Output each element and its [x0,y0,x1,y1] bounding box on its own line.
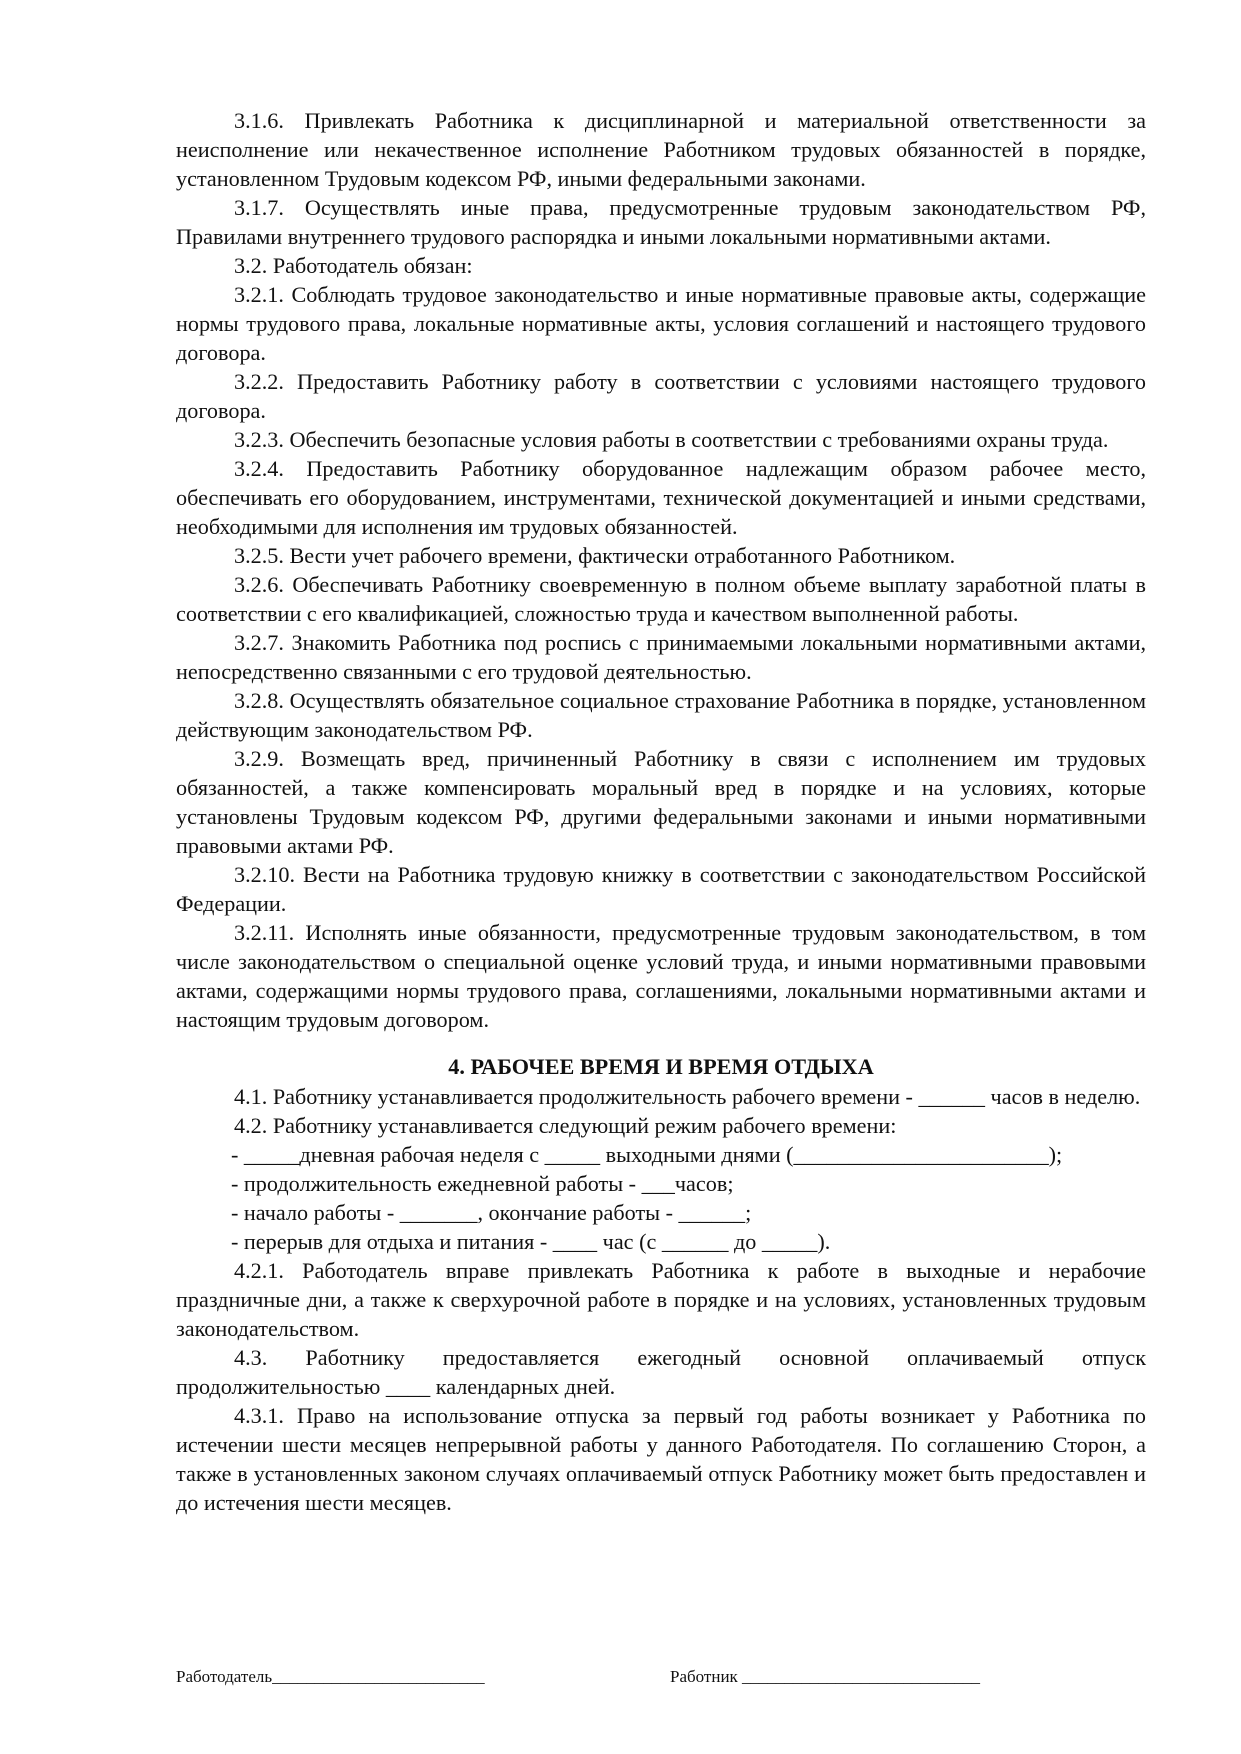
daily-duration-line: - продолжительность ежедневной работы - ___часов; [231,1171,734,1196]
work-week-line: - _____дневная рабочая неделя с _____ выходными днями (_______________________); [231,1142,1063,1167]
employer-signature-line: Работодатель_________________________ [176,1667,485,1686]
document-body [176,106,1146,1517]
clause-3-2-7: 3.2.7. Знакомить Работника под роспись с принимаемыми локальными нормативными актами, непосредственно связанными с его трудовой деятельностью. [176,630,1146,684]
clause-3-2-6: 3.2.6. Обеспечивать Работнику своевременную в полном объеме выплату заработной платы в соответствии с его квалификацией, сложностью труда и качеством выполненной работы. [176,572,1146,626]
section-4-heading: 4. РАБОЧЕЕ ВРЕМЯ И ВРЕМЯ ОТДЫХА [448,1054,874,1079]
clause-3-2: 3.2. Работодатель обязан: [234,253,473,278]
clause-3-2-9: 3.2.9. Возмещать вред, причиненный Работнику в связи с исполнением им трудовых обязанностей, а также компенсировать моральный вред в порядке и на условиях, которые установлены Трудовым кодексом РФ, другими федеральными законами и иными нормативными правовыми актами РФ. [176,746,1146,858]
clause-3-2-4: 3.2.4. Предоставить Работнику оборудованное надлежащим образом рабочее место, обеспечивать его оборудованием, инструментами, технической документацией и иными средствами, необходимыми для исполнения им трудовых обязанностей. [176,456,1146,539]
clause-3-2-1: 3.2.1. Соблюдать трудовое законодательство и иные нормативные правовые акты, содержащие нормы трудового права, локальные нормативные акты, условия соглашений и настоящего трудового договора. [176,282,1146,365]
clause-3-2-5: 3.2.5. Вести учет рабочего времени, фактически отработанного Работником. [234,543,956,568]
clause-4-3-1: 4.3.1. Право на использование отпуска за первый год работы возникает у Работника по истечении шести месяцев непрерывной работы у данного Работодателя. По соглашению Сторон, а также в установленных законом случаях оплачиваемый отпуск Работнику может быть предоставлен и до истечения шести месяцев. [176,1403,1146,1515]
clause-4-1: 4.1. Работнику устанавливается продолжительность рабочего времени - ______ часов в неделю. [234,1084,1141,1109]
clause-3-2-3: 3.2.3. Обеспечить безопасные условия работы в соответствии с требованиями охраны труда. [234,427,1109,452]
break-line: - перерыв для отдыха и питания - ____ час (с ______ до _____). [231,1229,831,1254]
employee-signature-line: Работник ____________________________ [670,1667,981,1686]
clause-3-2-10: 3.2.10. Вести на Работника трудовую книжку в соответствии с законодательством Российской Федерации. [176,862,1146,916]
clause-3-2-11: 3.2.11. Исполнять иные обязанности, предусмотренные трудовым законодательством, в том числе законодательством о специальной оценке условий труда, и иными нормативными правовыми актами, содержащими нормы трудового права, соглашениями, локальными нормативными актами и настоящим трудовым договором. [176,920,1146,1032]
clause-3-2-2: 3.2.2. Предоставить Работнику работу в соответствии с условиями настоящего трудового договора. [176,369,1146,423]
clause-4-2-1: 4.2.1. Работодатель вправе привлекать Работника к работе в выходные и нерабочие праздничные дни, а также к сверхурочной работе в порядке и на условиях, установленных трудовым законодательством. [176,1258,1146,1341]
clause-4-3: 4.3. Работнику предоставляется ежегодный основной оплачиваемый отпуск продолжительностью ____ календарных дней. [176,1345,1146,1399]
clause-3-1-6: 3.1.6. Привлекать Работника к дисциплинарной и материальной ответственности за неисполнение или некачественное исполнение Работником трудовых обязанностей в порядке, установленном Трудовым кодексом РФ, иными федеральными законами. [176,108,1146,191]
signature-block [176,1662,1076,1692]
clause-4-2: 4.2. Работнику устанавливается следующий режим рабочего времени: [234,1113,897,1138]
clause-3-2-8: 3.2.8. Осуществлять обязательное социальное страхование Работника в порядке, установленном действующим законодательством РФ. [176,688,1146,742]
start-end-line: - начало работы - _______, окончание работы - ______; [231,1200,752,1225]
clause-3-1-7: 3.1.7. Осуществлять иные права, предусмотренные трудовым законодательством РФ, Правилами внутреннего трудового распорядка и иными локальными нормативными актами. [176,195,1146,249]
